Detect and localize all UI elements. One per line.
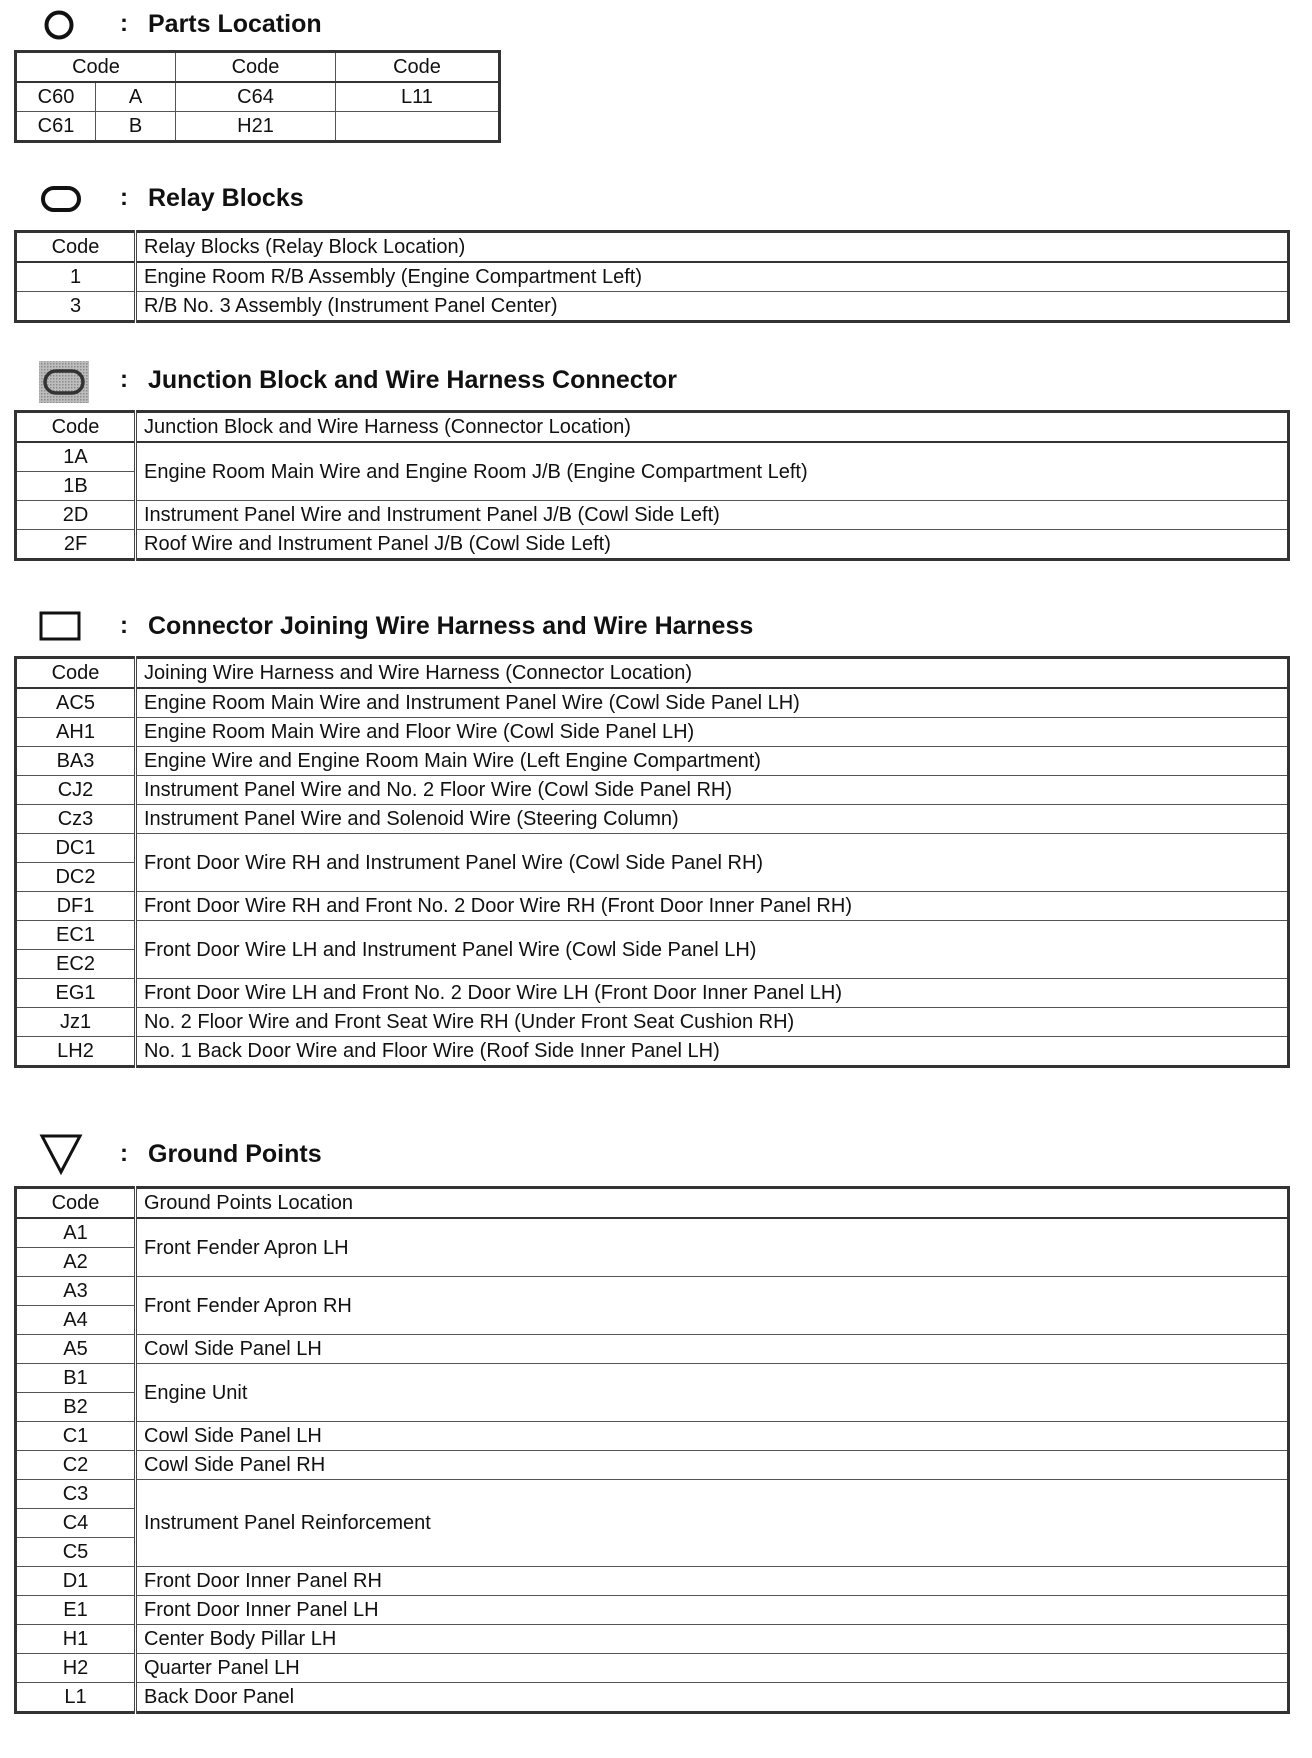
code-cell: H21	[176, 112, 336, 142]
relay-blocks-table	[14, 230, 1290, 323]
table-row	[16, 1335, 1289, 1364]
code-cell: DC1	[16, 834, 136, 863]
location-cell: Roof Wire and Instrument Panel J/B (Cowl Side Left)	[136, 530, 1289, 560]
location-cell: Engine Unit	[136, 1364, 1289, 1422]
location-cell: Cowl Side Panel LH	[136, 1335, 1289, 1364]
table-row	[16, 1625, 1289, 1654]
shaded-rounded-rect-symbol-icon	[38, 360, 90, 404]
code-cell: H1	[16, 1625, 136, 1654]
section-title: Parts Location	[148, 10, 322, 38]
column-header: Junction Block and Wire Harness (Connector Location)	[136, 412, 1289, 443]
table-row	[16, 1037, 1289, 1067]
table-row	[16, 1422, 1289, 1451]
code-cell: 2F	[16, 530, 136, 560]
parts-location-header	[0, 6, 1312, 46]
column-header: Relay Blocks (Relay Block Location)	[136, 232, 1289, 263]
code-cell: H2	[16, 1654, 136, 1683]
table-row	[16, 805, 1289, 834]
table-row	[16, 1277, 1289, 1306]
location-cell: No. 2 Floor Wire and Front Seat Wire RH (Under Front Seat Cushion RH)	[136, 1008, 1289, 1037]
ground-points-header	[0, 1132, 1312, 1172]
code-cell: AC5	[16, 688, 136, 718]
location-cell: Engine Room R/B Assembly (Engine Compartment Left)	[136, 262, 1289, 292]
column-header: Code	[16, 52, 176, 83]
code-cell	[336, 112, 500, 142]
location-cell: Engine Room Main Wire and Engine Room J/B (Engine Compartment Left)	[136, 442, 1289, 501]
code-cell: CJ2	[16, 776, 136, 805]
table-row	[16, 1567, 1289, 1596]
separator-colon: :	[120, 10, 128, 37]
code-cell: LH2	[16, 1037, 136, 1067]
code-cell: C1	[16, 1422, 136, 1451]
code-cell: 1	[16, 262, 136, 292]
column-header: Code	[336, 52, 500, 83]
table-row	[16, 1683, 1289, 1713]
location-cell: Quarter Panel LH	[136, 1654, 1289, 1683]
table-row	[16, 718, 1289, 747]
relay-blocks-header	[0, 180, 1312, 220]
code-cell: C60	[16, 82, 96, 112]
table-row	[16, 1008, 1289, 1037]
code-cell: 2D	[16, 501, 136, 530]
location-cell: Front Door Inner Panel LH	[136, 1596, 1289, 1625]
code-cell: A5	[16, 1335, 136, 1364]
code-cell: A1	[16, 1218, 136, 1248]
location-cell: Cowl Side Panel RH	[136, 1451, 1289, 1480]
separator-colon: :	[120, 184, 128, 211]
code-cell: Jz1	[16, 1008, 136, 1037]
location-cell: Engine Wire and Engine Room Main Wire (Left Engine Compartment)	[136, 747, 1289, 776]
code-cell: BA3	[16, 747, 136, 776]
circle-symbol-icon	[42, 8, 76, 42]
table-row	[16, 442, 1289, 472]
table-row	[16, 1218, 1289, 1248]
code-cell: C2	[16, 1451, 136, 1480]
location-cell: Instrument Panel Reinforcement	[136, 1480, 1289, 1567]
table-row	[16, 501, 1289, 530]
code-cell: C5	[16, 1538, 136, 1567]
connector-header	[0, 606, 1312, 646]
table-row	[16, 747, 1289, 776]
table-row	[16, 1654, 1289, 1683]
code-cell: 3	[16, 292, 136, 322]
location-cell: R/B No. 3 Assembly (Instrument Panel Center)	[136, 292, 1289, 322]
code-cell: D1	[16, 1567, 136, 1596]
table-row	[16, 1596, 1289, 1625]
code-cell: C61	[16, 112, 96, 142]
code-cell: L1	[16, 1683, 136, 1713]
code-cell: C64	[176, 82, 336, 112]
code-cell: A	[96, 82, 176, 112]
code-cell: B2	[16, 1393, 136, 1422]
separator-colon: :	[120, 612, 128, 639]
code-cell: C3	[16, 1480, 136, 1509]
code-cell: DC2	[16, 863, 136, 892]
column-header: Code	[16, 232, 136, 263]
parts-location-table	[14, 50, 501, 143]
location-cell: Front Door Inner Panel RH	[136, 1567, 1289, 1596]
column-header: Code	[176, 52, 336, 83]
table-row	[16, 776, 1289, 805]
square-symbol-icon	[38, 610, 84, 644]
location-cell: Front Door Wire LH and Front No. 2 Door Wire LH (Front Door Inner Panel LH)	[136, 979, 1289, 1008]
column-header: Code	[16, 1188, 136, 1219]
location-cell: No. 1 Back Door Wire and Floor Wire (Roof Side Inner Panel LH)	[136, 1037, 1289, 1067]
code-cell: C4	[16, 1509, 136, 1538]
code-cell: DF1	[16, 892, 136, 921]
code-cell: AH1	[16, 718, 136, 747]
location-cell: Engine Room Main Wire and Floor Wire (Cowl Side Panel LH)	[136, 718, 1289, 747]
location-cell: Back Door Panel	[136, 1683, 1289, 1713]
code-cell: E1	[16, 1596, 136, 1625]
rounded-rect-symbol-icon	[40, 184, 82, 214]
location-cell: Instrument Panel Wire and Solenoid Wire (Steering Column)	[136, 805, 1289, 834]
table-row	[16, 1364, 1289, 1393]
table-row	[16, 892, 1289, 921]
code-cell: B1	[16, 1364, 136, 1393]
code-cell: EC1	[16, 921, 136, 950]
connector-table	[14, 656, 1290, 1068]
separator-colon: :	[120, 1140, 128, 1167]
code-cell: A4	[16, 1306, 136, 1335]
code-cell: L11	[336, 82, 500, 112]
code-cell: 1A	[16, 442, 136, 472]
separator-colon: :	[120, 366, 128, 393]
table-row	[16, 688, 1289, 718]
table-row	[16, 1451, 1289, 1480]
location-cell: Cowl Side Panel LH	[136, 1422, 1289, 1451]
table-row	[16, 979, 1289, 1008]
section-title: Relay Blocks	[148, 184, 304, 212]
ground-points-table	[14, 1186, 1290, 1714]
code-cell: B	[96, 112, 176, 142]
location-cell: Front Door Wire LH and Instrument Panel Wire (Cowl Side Panel LH)	[136, 921, 1289, 979]
code-cell: 1B	[16, 472, 136, 501]
table-row	[16, 530, 1289, 560]
location-cell: Instrument Panel Wire and Instrument Panel J/B (Cowl Side Left)	[136, 501, 1289, 530]
location-cell: Center Body Pillar LH	[136, 1625, 1289, 1654]
column-header: Joining Wire Harness and Wire Harness (Connector Location)	[136, 658, 1289, 689]
column-header: Ground Points Location	[136, 1188, 1289, 1219]
code-cell: EC2	[16, 950, 136, 979]
code-cell: A3	[16, 1277, 136, 1306]
column-header: Code	[16, 658, 136, 689]
triangle-symbol-icon	[38, 1132, 84, 1176]
table-row	[16, 1480, 1289, 1509]
code-cell: EG1	[16, 979, 136, 1008]
location-cell: Instrument Panel Wire and No. 2 Floor Wire (Cowl Side Panel RH)	[136, 776, 1289, 805]
table-row	[16, 834, 1289, 863]
location-cell: Front Fender Apron RH	[136, 1277, 1289, 1335]
column-header: Code	[16, 412, 136, 443]
code-cell: A2	[16, 1248, 136, 1277]
code-cell: Cz3	[16, 805, 136, 834]
location-cell: Front Door Wire RH and Instrument Panel Wire (Cowl Side Panel RH)	[136, 834, 1289, 892]
location-cell: Front Door Wire RH and Front No. 2 Door Wire RH (Front Door Inner Panel RH)	[136, 892, 1289, 921]
location-cell: Engine Room Main Wire and Instrument Panel Wire (Cowl Side Panel LH)	[136, 688, 1289, 718]
table-row	[16, 921, 1289, 950]
section-title: Junction Block and Wire Harness Connector	[148, 366, 678, 394]
section-title: Ground Points	[148, 1140, 322, 1168]
junction-block-header	[0, 360, 1312, 400]
location-cell: Front Fender Apron LH	[136, 1218, 1289, 1277]
junction-block-table	[14, 410, 1290, 561]
section-title: Connector Joining Wire Harness and Wire Harness	[148, 612, 754, 640]
